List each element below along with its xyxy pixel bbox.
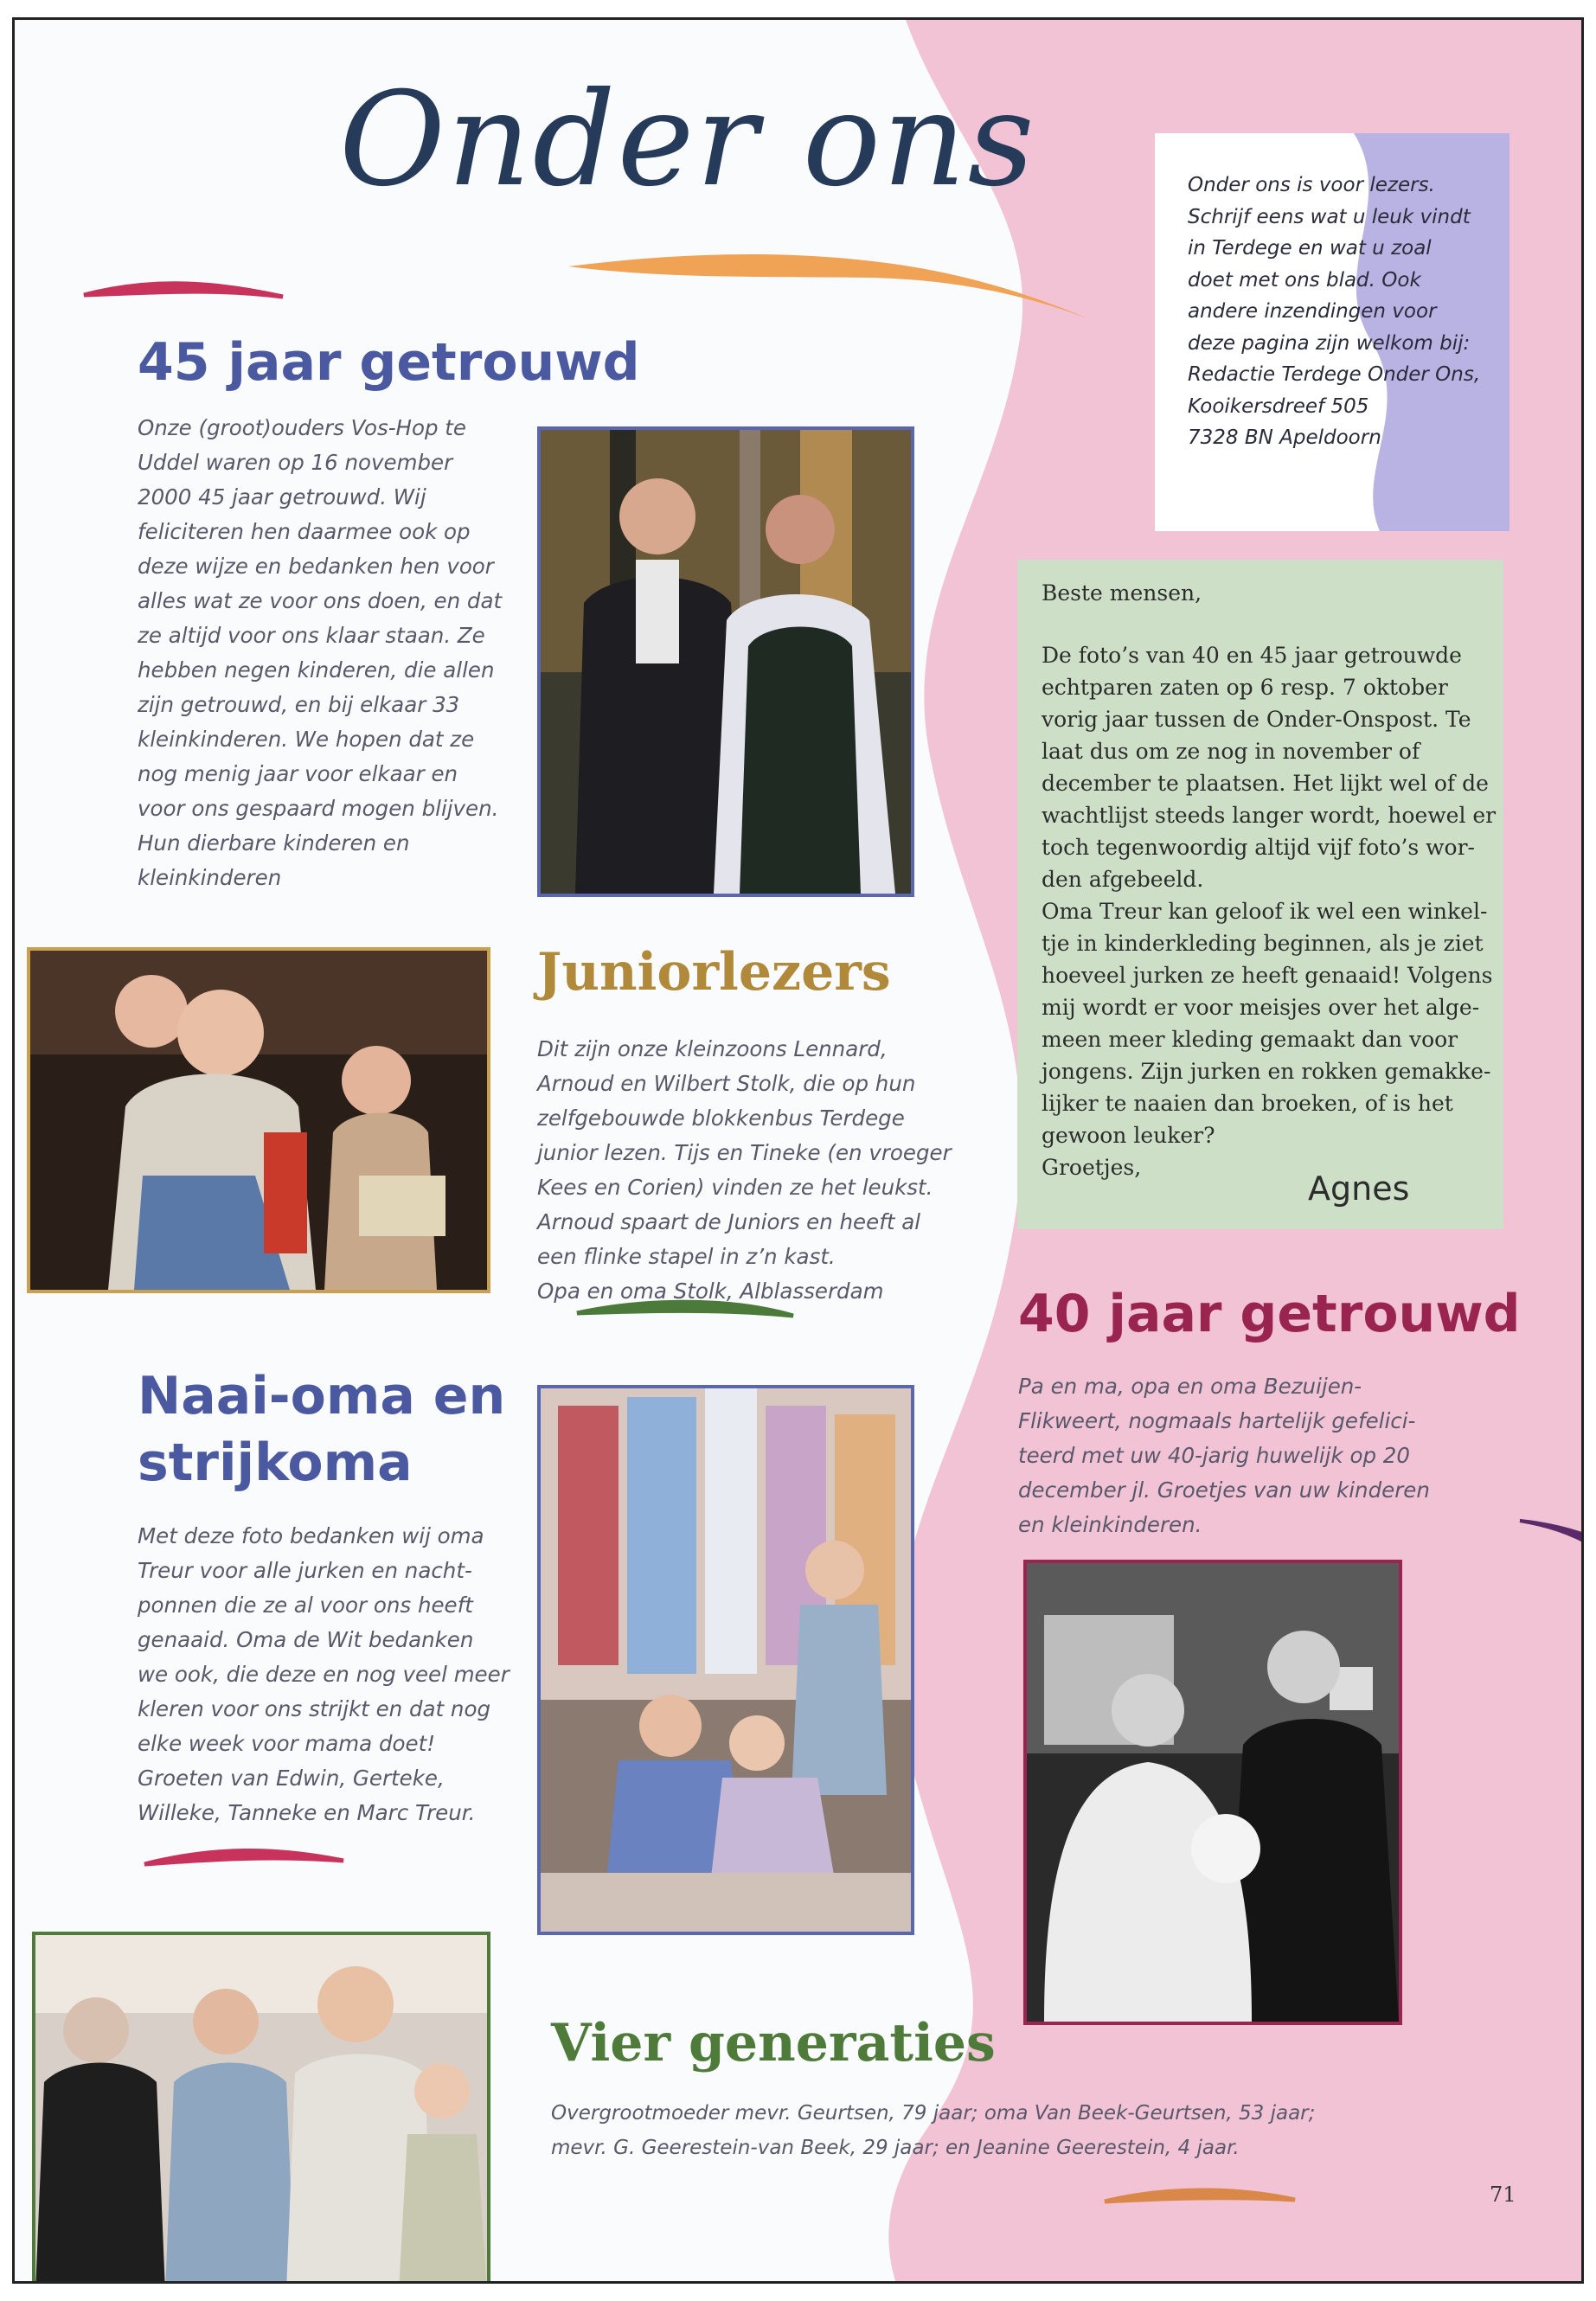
text-juniorlezers: Dit zijn onze kleinzoons Lennard, Arnoud en Wilbert Stolk, die op hun zelfgebouwde blokkenbus Terdege junior lezen. Tijs en Tineke (en vroeger Kees en Corien) vinden ze het leukst. Arnoud spaart de Juniors en heeft al een flinke stapel in z’n kast. Opa en oma Stolk, Alblasserdam [537,1036,952,1304]
heading-naaioma-line2: strijkoma [138,1433,413,1493]
letter-box [1017,560,1503,1229]
crimson-swoosh-bottom [144,1850,343,1864]
text-vier-generaties: Overgrootmoeder mevr. Geurtsen, 79 jaar; oma Van Beek-Geurtsen, 53 jaar; mevr. G. Geerestein-van Beek, 29 jaar; en Jeanine Geerestein, 4 jaar. [551,2102,1316,2159]
crimson-swoosh-top [84,284,283,297]
photo-naaioma-dresses [537,1385,914,1935]
photo-juniorlezers [27,947,490,1293]
heading-40-jaar: 40 jaar getrouwd [1018,1284,1521,1344]
page-title: Onder ons [339,65,1036,215]
photo-40-jaar-wedding [1023,1560,1402,2025]
photo-vier-generaties [32,1932,490,2284]
letter-greeting: Beste mensen, [1042,580,1202,606]
heading-naaioma-line1: Naai-oma en [138,1366,506,1426]
letter-signature: Agnes [1308,1170,1410,1208]
info-box-text: Onder ons is voor lezers. Schrijf eens wat u leuk vindt in Terdege en wat u zoal doet met ons blad. Ook andere inzendingen voor deze pagina zijn welkom bij: Redactie Terdege Onder Ons, Kooikersdreef 505 7328 BN Apeldoorn [1188,174,1481,449]
text-40-jaar: Pa en ma, opa en oma Bezuijen- Flikweert, nogmaals hartelijk gefelici- teerd met uw 40-jarig huwelijk op 20 december jl. Groetjes van uw kinderen en kleinkinderen. [1018,1374,1430,1537]
page-frame [12,17,1584,2284]
heading-juniorlezers: Juniorlezers [537,942,891,1003]
info-box [1155,133,1509,531]
letter-body: De foto’s van 40 en 45 jaar getrouwde echtparen zaten op 6 resp. 7 oktober vorig jaar tussen de Onder-Onspost. Te laat dus om ze nog in november of december te plaatsen. Het lijkt wel of de wachtlijst steeds langer wordt, hoewel er toch tegenwoordig altijd vijf foto’s wor- den afgebeeld. Oma Treur kan geloof ik wel een winkel- tje in kinderkleding beginnen, als je ziet hoeveel jurken ze heeft genaaid! Volgens mij wordt er voor meisjes over het alge- meen meer kleding gemaakt dan voor jongens. Zijn jurken en rokken gemakke- lijker te naaien dan broeken, of is het gewoon leuker? Groetjes, [1042,643,1497,1180]
heading-45-jaar: 45 jaar getrouwd [138,332,640,393]
orange-swoosh [568,254,1087,318]
heading-vier-generaties: Vier generaties [551,2013,996,2073]
photo-45-jaar-couple [537,426,914,897]
text-45-jaar: Onze (groot)ouders Vos-Hop te Uddel waren op 16 november 2000 45 jaar getrouwd. Wij feliciteren hen daarmee ook op deze wijze en bedanken hen voor alles wat ze voor ons doen, en dat ze altijd voor ons klaar staan. Ze hebben negen kinderen, die allen zijn getrouwd, en bij elkaar 33 kleinkinderen. We hopen dat ze nog menig jaar voor elkaar en voor ons gespaard mogen blijven. Hun dierbare kinderen en kleinkinderen [138,415,503,890]
page-number: 71 [1490,2182,1516,2207]
text-naaioma: Met deze foto bedanken wij oma Treur voor alle jurken en nacht- ponnen die ze al voor ons heeft genaaid. Oma de Wit bedanken we ook, die deze en nog veel meer kleren voor ons strijkt en dat nog elke week voor mama doet! Groeten van Edwin, Gerteke, Willeke, Tanneke en Marc Treur. [138,1523,510,1825]
